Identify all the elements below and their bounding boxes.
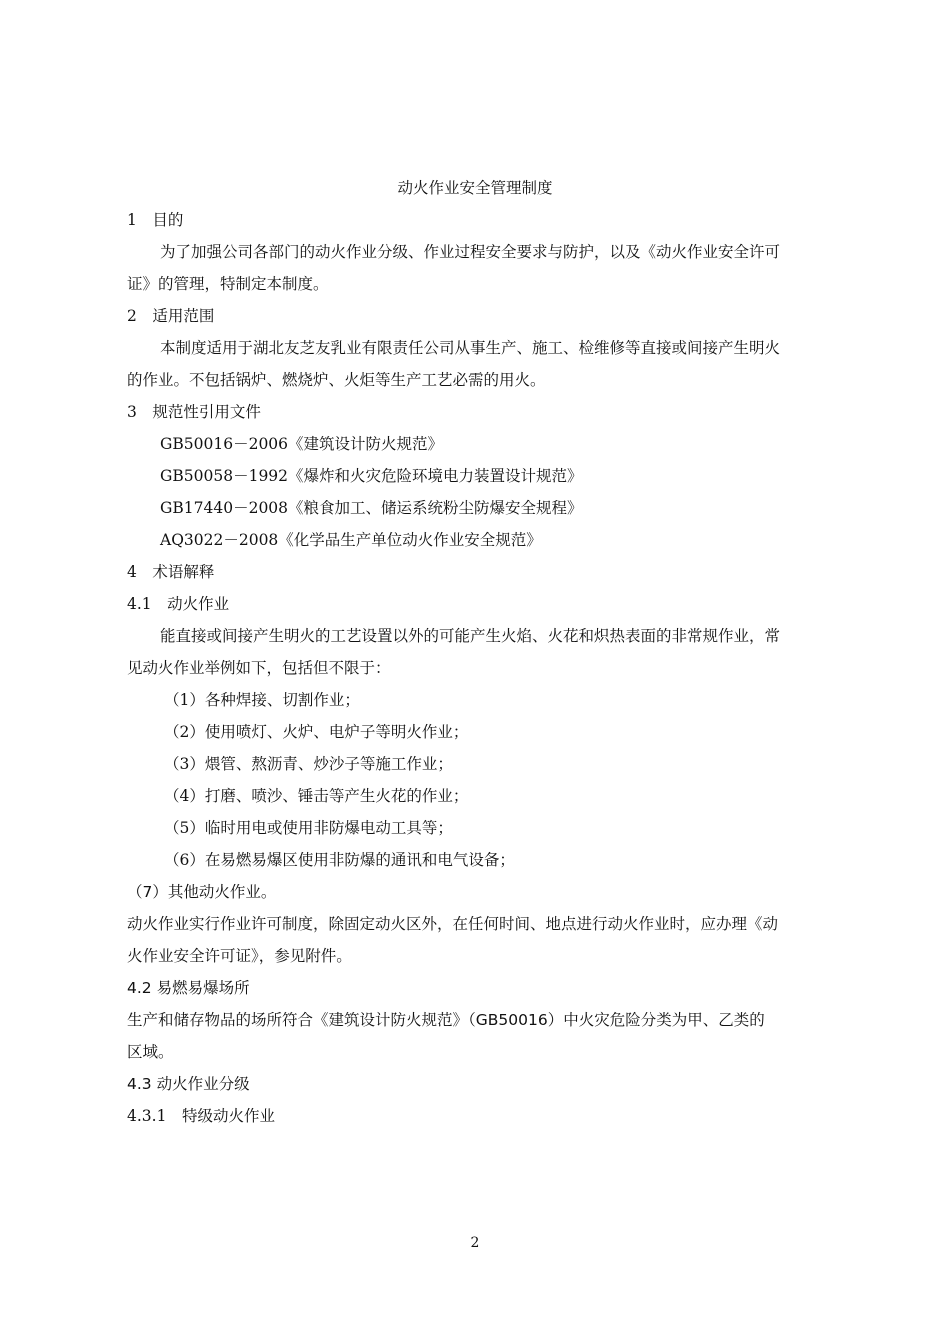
subsection-heading: 4.3 动火作业分级 <box>127 1075 250 1093</box>
reference-item: AQ3022－2008《化学品生产单位动火作业安全规范》 <box>160 531 542 549</box>
subsection-heading: 4.1 动火作业 <box>127 595 230 613</box>
reference-item: GB17440－2008《粮食加工、储运系统粉尘防爆安全规程》 <box>160 499 583 517</box>
paragraph-line: 证》的管理，特制定本制度。 <box>127 275 329 293</box>
list-item: （5）临时用电或使用非防爆电动工具等； <box>164 819 453 837</box>
paragraph-line: 为了加强公司各部门的动火作业分级、作业过程安全要求与防护，以及《动火作业安全许可 <box>160 243 781 261</box>
paragraph-line: 本制度适用于湖北友芝友乳业有限责任公司从事生产、施工、检维修等直接或间接产生明火 <box>160 339 781 357</box>
list-item: （6）在易燃易爆区使用非防爆的通讯和电气设备； <box>164 851 515 869</box>
section-heading: 3 规范性引用文件 <box>127 403 261 421</box>
document-title: 动火作业安全管理制度 <box>397 179 553 197</box>
page-number: 2 <box>470 1235 480 1251</box>
paragraph-line: 的作业。不包括锅炉、燃烧炉、火炬等生产工艺必需的用火。 <box>127 371 546 389</box>
paragraph-line: 能直接或间接产生明火的工艺设置以外的可能产生火焰、火花和炽热表面的非常规作业，常 <box>160 627 781 645</box>
reference-item: GB50016－2006《建筑设计防火规范》 <box>160 435 444 453</box>
list-item: （3）煨管、熬沥青、炒沙子等施工作业； <box>164 755 453 773</box>
list-item: （2）使用喷灯、火炉、电炉子等明火作业； <box>164 723 469 741</box>
section-heading: 4 术语解释 <box>127 563 215 581</box>
list-item: （7）其他动火作业。 <box>127 883 277 901</box>
subsection-heading: 4.3.1 特级动火作业 <box>127 1107 275 1125</box>
paragraph-line: 区域。 <box>127 1043 174 1061</box>
subsection-heading: 4.2 易燃易爆场所 <box>127 979 250 997</box>
list-item: （4）打磨、喷沙、锤击等产生火花的作业； <box>164 787 469 805</box>
section-heading: 2 适用范围 <box>127 307 215 325</box>
reference-item: GB50058－1992《爆炸和火灾危险环境电力装置设计规范》 <box>160 467 583 485</box>
list-item: （1）各种焊接、切割作业； <box>164 691 360 709</box>
paragraph-line: 动火作业实行作业许可制度，除固定动火区外，在任何时间、地点进行动火作业时，应办理《动 <box>127 915 779 933</box>
paragraph-line: 生产和储存物品的场所符合《建筑设计防火规范》（GB50016）中火灾危险分类为甲、乙类的 <box>127 1011 765 1029</box>
paragraph-line: 火作业安全许可证》，参见附件。 <box>127 947 352 965</box>
paragraph-line: 见动火作业举例如下，包括但不限于： <box>127 659 391 677</box>
section-heading: 1 目的 <box>127 211 184 229</box>
